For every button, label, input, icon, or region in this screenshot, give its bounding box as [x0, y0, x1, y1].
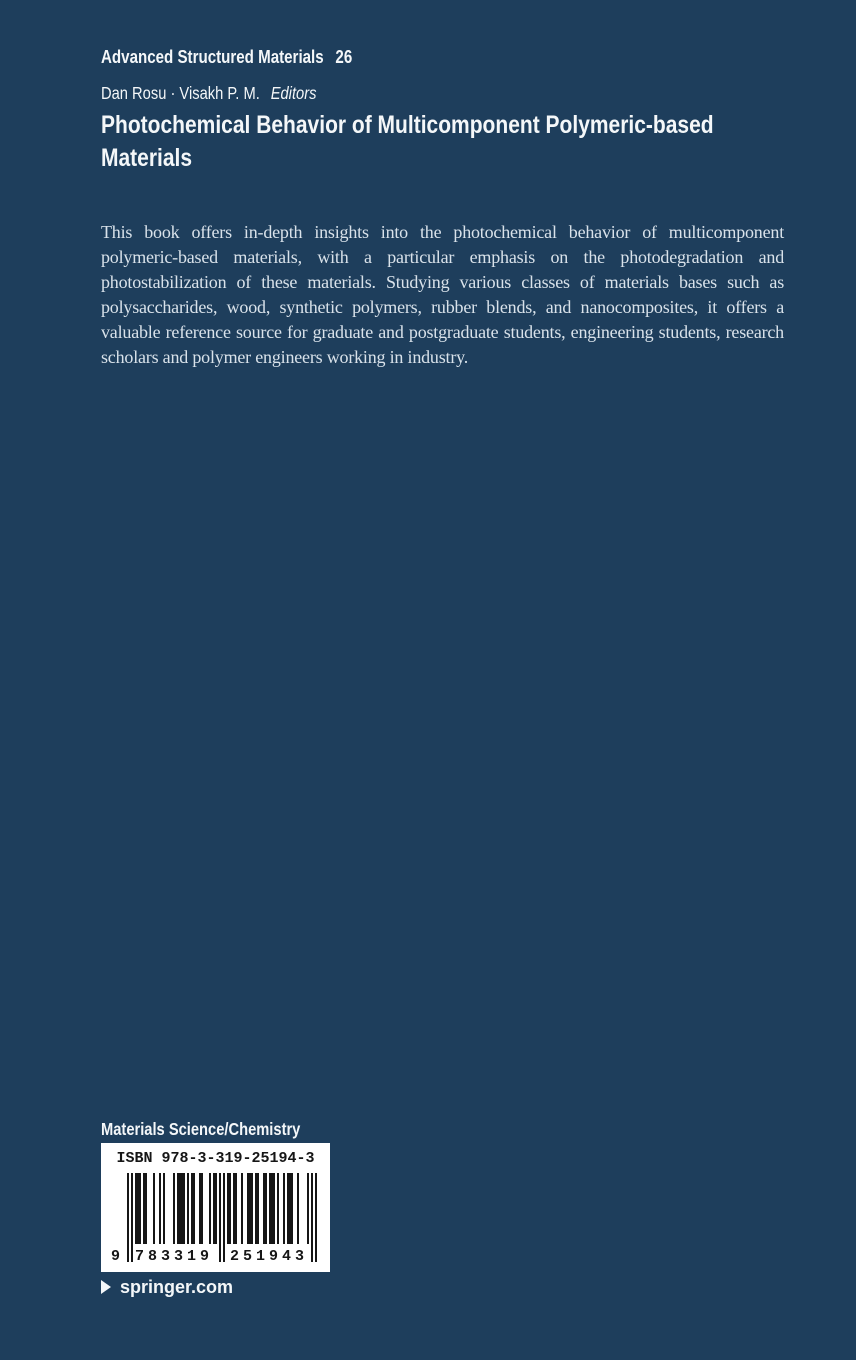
- barcode-bar: [139, 1173, 141, 1244]
- barcode-bar: [187, 1173, 189, 1244]
- isbn-barcode-panel: [101, 1143, 330, 1272]
- barcode-digit-group-2: 251943: [229, 1248, 308, 1265]
- barcode-bar: [291, 1173, 293, 1244]
- barcode-bar: [163, 1173, 165, 1244]
- barcode-bar: [229, 1173, 231, 1244]
- barcode-bar: [219, 1173, 221, 1262]
- isbn-label: ISBN 978-3-319-25194-3: [116, 1150, 315, 1167]
- barcode-bar: [283, 1173, 285, 1244]
- publisher-url: springer.com: [120, 1277, 234, 1297]
- barcode-bar: [159, 1173, 161, 1244]
- barcode-bar: [257, 1173, 259, 1244]
- barcode-bar: [297, 1173, 299, 1244]
- barcode-digit-group-1: 783319: [134, 1248, 213, 1265]
- barcode-bar: [131, 1173, 133, 1262]
- barcode-bar: [145, 1173, 147, 1244]
- barcode-bar: [265, 1173, 267, 1244]
- barcode-bars: [111, 1173, 317, 1265]
- barcode-bar: [215, 1173, 217, 1244]
- barcode-bar: [315, 1173, 317, 1262]
- triangle-right-icon: [101, 1280, 111, 1294]
- barcode-bar: [241, 1173, 243, 1244]
- barcode-bar: [277, 1173, 279, 1244]
- barcode-bar: [311, 1173, 313, 1262]
- barcode-bar: [193, 1173, 195, 1244]
- book-title-line-2: Materials: [101, 144, 193, 172]
- barcode-bar: [201, 1173, 203, 1244]
- barcode-bar: [173, 1173, 175, 1244]
- editor-names: Dan Rosu · Visakh P. M.: [101, 83, 260, 103]
- barcode-bar: [223, 1173, 225, 1262]
- book-description: This book offers in-depth insights into the photochemical behavior of multicomponent polymeric-based materials, with a particular emphasis on the photodegradation and photostabilization of these materials. Studying various classes of materials bases such as polysaccharides, wood, synthetic polymers, rubber blends, and nanocomposites, it offers a valuable reference source for graduate and postgraduate students, engineering students, research scholars and polymer engineers working in industry.: [101, 222, 784, 367]
- barcode-bar: [251, 1173, 253, 1244]
- series-volume: 26: [335, 47, 353, 67]
- book-title-line-1: Photochemical Behavior of Multicomponent Polymeric-based: [101, 111, 714, 139]
- category-label: Materials Science/Chemistry: [101, 1119, 301, 1139]
- series-header: [101, 46, 352, 68]
- barcode-bar: [235, 1173, 237, 1244]
- editors-role-label: Editors: [270, 83, 317, 103]
- book-title: [101, 109, 714, 175]
- barcode-bar: [307, 1173, 309, 1244]
- barcode-bar: [153, 1173, 155, 1244]
- barcode-bar: [273, 1173, 275, 1244]
- barcode-bar: [127, 1173, 129, 1262]
- barcode-bar: [209, 1173, 211, 1244]
- barcode-bar: [183, 1173, 185, 1244]
- barcode-digit-first: 9: [111, 1248, 121, 1265]
- editors-line: [101, 83, 316, 104]
- publisher-footer: [101, 1277, 233, 1297]
- series-name: Advanced Structured Materials: [101, 47, 324, 67]
